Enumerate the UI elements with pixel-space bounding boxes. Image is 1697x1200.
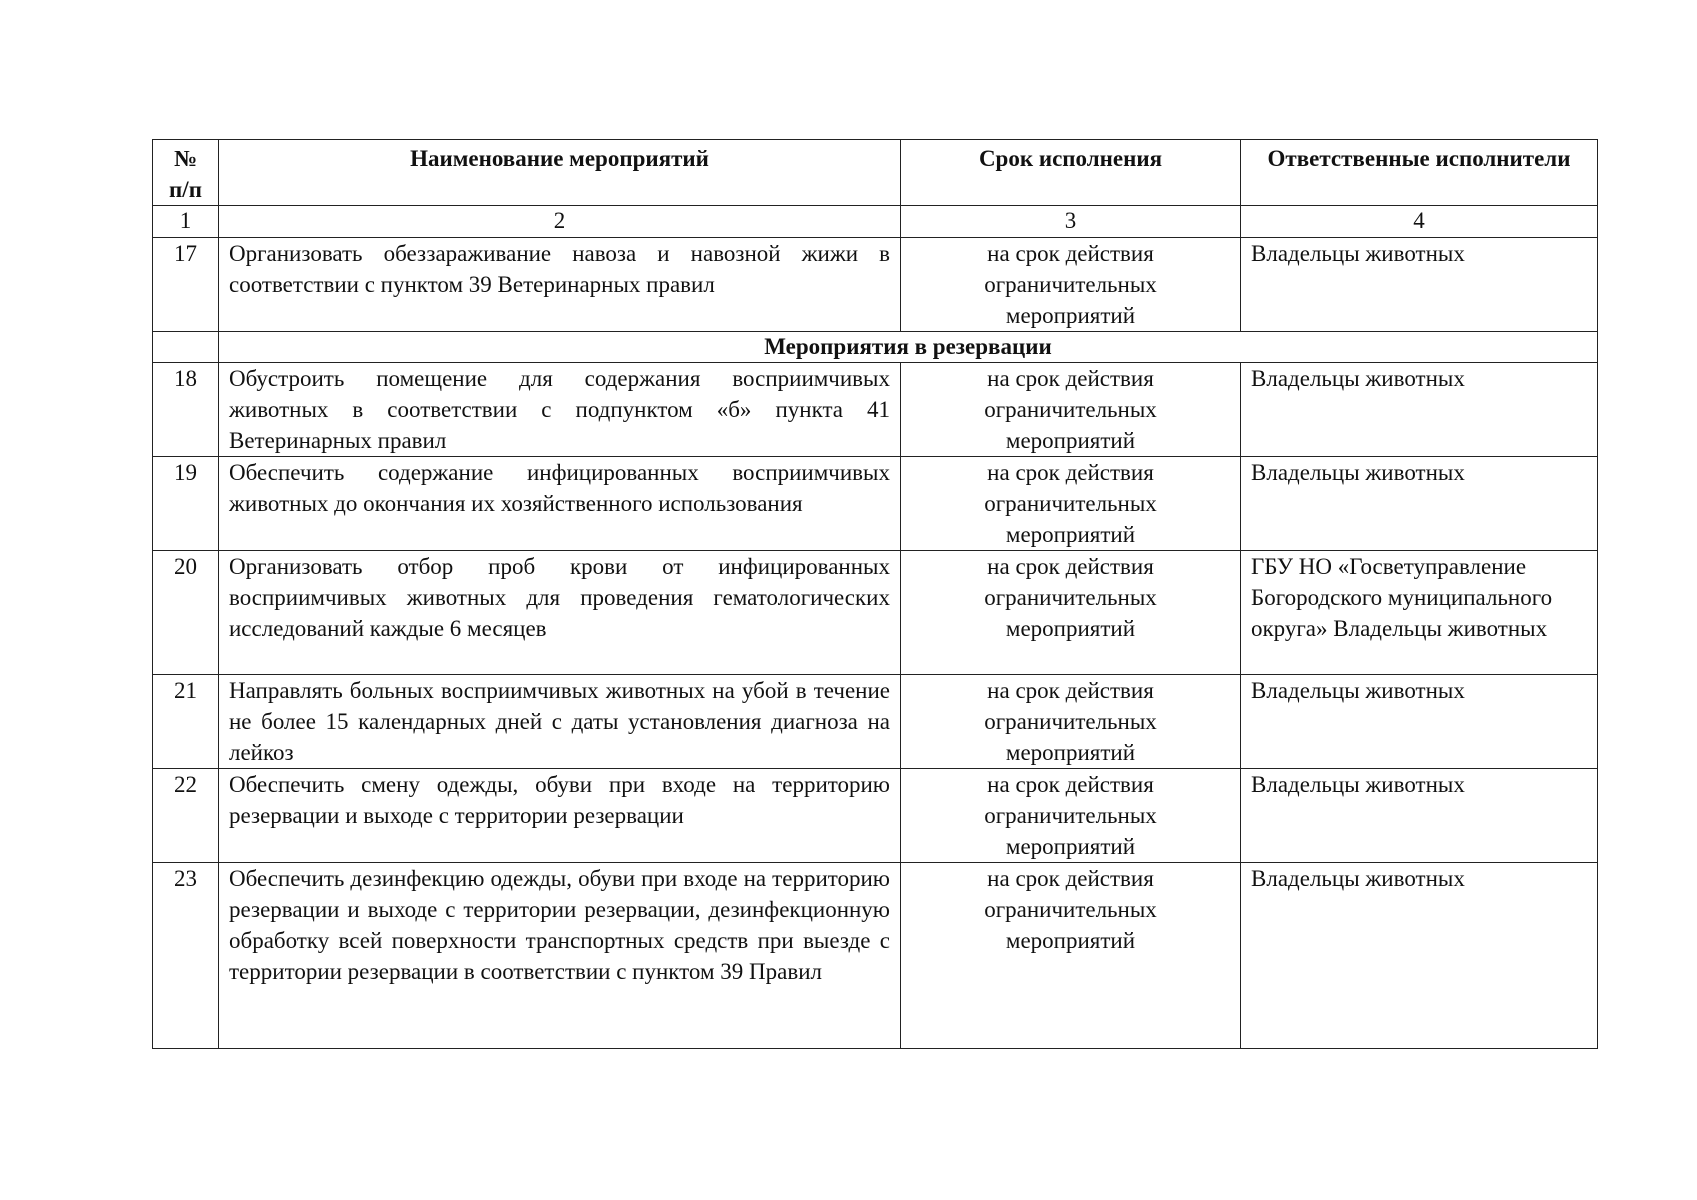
term-line: на срок действия bbox=[987, 678, 1154, 703]
term-line: мероприятий bbox=[1005, 303, 1136, 328]
term-line: на срок действия bbox=[987, 241, 1154, 266]
term-line: на срок действия bbox=[987, 554, 1154, 579]
measure-name: Обеспечить дезинфекцию одежды, обуви при входе на территорию резервации и выходе с территории резервации, дезинфекционную обработку всей поверхности транспортных средств при выезде с территории резервации в соответствии с пунктом 39 Правил bbox=[219, 863, 901, 1049]
term-line: ограничительных bbox=[984, 897, 1157, 922]
measure-term bbox=[901, 675, 1241, 769]
table-row bbox=[153, 769, 1598, 863]
measure-responsible: Владельцы животных bbox=[1241, 675, 1598, 769]
table-row bbox=[153, 863, 1598, 1049]
column-number: 4 bbox=[1241, 206, 1598, 238]
header-num: № п/п bbox=[153, 140, 219, 206]
measure-responsible: Владельцы животных bbox=[1241, 238, 1598, 332]
measure-term bbox=[901, 769, 1241, 863]
measures-table bbox=[152, 139, 1598, 1049]
column-number: 3 bbox=[901, 206, 1241, 238]
term-line: на срок действия bbox=[987, 772, 1154, 797]
header-term: Срок исполнения bbox=[901, 140, 1241, 206]
table-row bbox=[153, 551, 1598, 675]
term-line: ограничительных bbox=[984, 803, 1157, 828]
term-line: на срок действия bbox=[987, 460, 1154, 485]
term-line: мероприятий bbox=[1005, 616, 1136, 641]
measure-responsible: Владельцы животных bbox=[1241, 457, 1598, 551]
row-number: 23 bbox=[153, 863, 219, 1049]
term-line: ограничительных bbox=[984, 585, 1157, 610]
term-line: мероприятий bbox=[1005, 428, 1136, 453]
section-num-cell bbox=[153, 332, 219, 363]
row-number: 21 bbox=[153, 675, 219, 769]
row-number: 17 bbox=[153, 238, 219, 332]
measure-term bbox=[901, 363, 1241, 457]
row-number: 22 bbox=[153, 769, 219, 863]
measure-name: Организовать обеззараживание навоза и навозной жижи в соответствии с пунктом 39 Ветеринарных правил bbox=[219, 238, 901, 332]
section-title: Мероприятия в резервации bbox=[219, 332, 1598, 363]
measure-name: Обеспечить содержание инфицированных восприимчивых животных до окончания их хозяйственного использования bbox=[219, 457, 901, 551]
measure-responsible: Владельцы животных bbox=[1241, 363, 1598, 457]
term-line: мероприятий bbox=[1005, 928, 1136, 953]
table-row bbox=[153, 457, 1598, 551]
column-number: 2 bbox=[219, 206, 901, 238]
measure-name: Обеспечить смену одежды, обуви при входе на территорию резервации и выходе с территории резервации bbox=[219, 769, 901, 863]
section-row bbox=[153, 332, 1598, 363]
table-row bbox=[153, 675, 1598, 769]
term-line: ограничительных bbox=[984, 397, 1157, 422]
term-line: мероприятий bbox=[1005, 834, 1136, 859]
term-line: мероприятий bbox=[1005, 522, 1136, 547]
column-number: 1 bbox=[153, 206, 219, 238]
measure-term bbox=[901, 238, 1241, 332]
measure-term bbox=[901, 551, 1241, 675]
measure-responsible: Владельцы животных bbox=[1241, 769, 1598, 863]
measure-responsible: ГБУ НО «Госветуправление Богородского муниципального округа» Владельцы животных bbox=[1241, 551, 1598, 675]
measure-name: Направлять больных восприимчивых животных на убой в течение не более 15 календарных дней с даты установления диагноза на лейкоз bbox=[219, 675, 901, 769]
term-line: на срок действия bbox=[987, 866, 1154, 891]
row-number: 19 bbox=[153, 457, 219, 551]
table-row bbox=[153, 363, 1598, 457]
header-name: Наименование мероприятий bbox=[219, 140, 901, 206]
term-line: мероприятий bbox=[1005, 740, 1136, 765]
measure-term bbox=[901, 863, 1241, 1049]
row-number: 18 bbox=[153, 363, 219, 457]
term-line: ограничительных bbox=[984, 709, 1157, 734]
measure-responsible: Владельцы животных bbox=[1241, 863, 1598, 1049]
measure-name: Обустроить помещение для содержания восприимчивых животных в соответствии с подпунктом «б» пункта 41 Ветеринарных правил bbox=[219, 363, 901, 457]
measure-term bbox=[901, 457, 1241, 551]
measure-name: Организовать отбор проб крови от инфицированных восприимчивых животных для проведения гематологических исследований каждые 6 месяцев bbox=[219, 551, 901, 675]
term-line: ограничительных bbox=[984, 491, 1157, 516]
header-row bbox=[153, 140, 1598, 206]
table-row bbox=[153, 238, 1598, 332]
header-responsible: Ответственные исполнители bbox=[1241, 140, 1598, 206]
column-number-row bbox=[153, 206, 1598, 238]
term-line: ограничительных bbox=[984, 272, 1157, 297]
term-line: на срок действия bbox=[987, 366, 1154, 391]
row-number: 20 bbox=[153, 551, 219, 675]
